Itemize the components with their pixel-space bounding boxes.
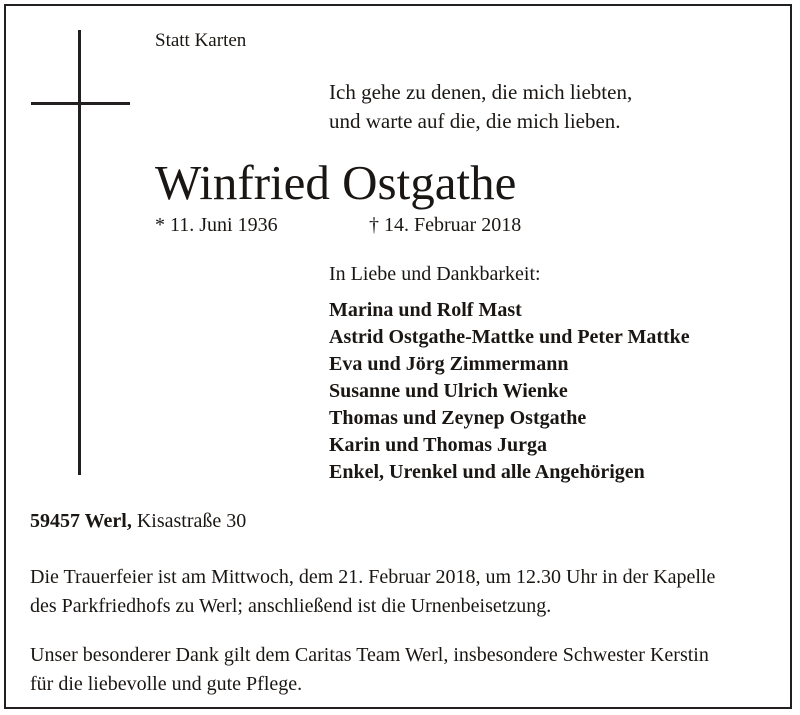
- mourner-line: Enkel, Urenkel und alle Angehörigen: [329, 461, 645, 483]
- motto-line: und warte auf die, die mich lieben.: [329, 109, 621, 133]
- birth-date: * 11. Juni 1936: [155, 214, 278, 236]
- mourners-intro: In Liebe und Dankbarkeit:: [329, 263, 541, 285]
- mourner-line: Thomas und Zeynep Ostgathe: [329, 407, 587, 429]
- death-date: † 14. Februar 2018: [369, 214, 522, 236]
- cross-vertical-bar: [78, 30, 81, 475]
- motto-line: Ich gehe zu denen, die mich liebten,: [329, 80, 633, 104]
- address-street: Kisastraße 30: [131, 510, 247, 532]
- address: [30, 510, 246, 533]
- mourner-line: Karin und Thomas Jurga: [329, 434, 548, 456]
- motto: [329, 78, 632, 136]
- ceremony-line: Die Trauerfeier ist am Mittwoch, dem 21. Februar 2018, um 12.30 Uhr in der Kapelle: [30, 566, 716, 588]
- deceased-name: Winfried Ostgathe: [155, 155, 517, 210]
- mourners-list: [329, 297, 690, 486]
- mourner-line: Astrid Ostgathe-Mattke und Peter Mattke: [329, 326, 690, 348]
- mourner-line: Marina und Rolf Mast: [329, 299, 522, 321]
- thanks-paragraph: [30, 641, 709, 699]
- ceremony-paragraph: [30, 563, 715, 621]
- address-city: 59457 Werl,: [30, 510, 132, 532]
- thanks-line: für die liebevolle und gute Pflege.: [30, 673, 303, 695]
- thanks-line: Unser besonderer Dank gilt dem Caritas Team Werl, insbesondere Schwester Kerstin: [30, 644, 709, 666]
- ceremony-line: des Parkfriedhofs zu Werl; anschließend ist die Urnenbeisetzung.: [30, 595, 552, 617]
- mourner-line: Susanne und Ulrich Wienke: [329, 380, 568, 402]
- header-text: Statt Karten: [155, 30, 247, 51]
- cross-horizontal-bar: [31, 102, 130, 105]
- mourner-line: Eva und Jörg Zimmermann: [329, 353, 569, 375]
